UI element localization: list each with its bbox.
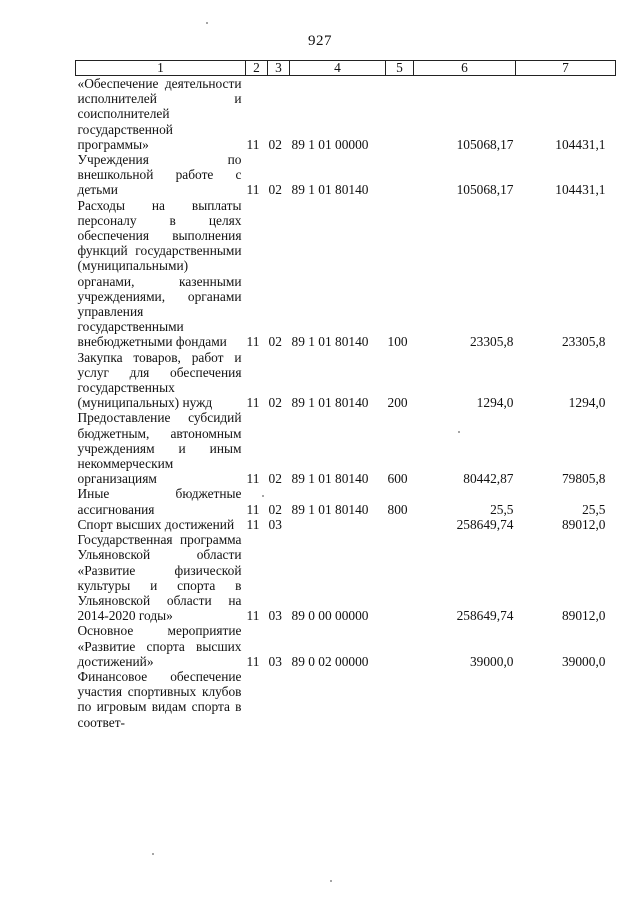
target-article-code: 89 1 01 80140 xyxy=(291,395,369,411)
scan-speck xyxy=(458,431,460,433)
section-code: 11 xyxy=(246,608,260,624)
table-row xyxy=(76,669,616,730)
amount-column-7: 79805,8 xyxy=(561,471,606,487)
subsection-code: 02 xyxy=(268,471,282,487)
expense-type-code xyxy=(386,152,414,198)
amount-column-7: 25,5 xyxy=(582,501,606,517)
subsection-code: 03 xyxy=(268,653,282,669)
section-code: 11 xyxy=(246,471,260,487)
target-article-code: 89 1 01 80140 xyxy=(291,334,369,350)
table-row xyxy=(76,350,616,411)
target-article-code: 89 1 01 80140 xyxy=(291,501,369,517)
subsection-code: 02 xyxy=(268,395,282,411)
target-article-code: 89 0 00 00000 xyxy=(291,608,369,624)
amount-column-6 xyxy=(414,669,516,730)
amount-column-7 xyxy=(516,669,616,730)
subsection-code: 03 xyxy=(268,516,282,532)
column-header: 3 xyxy=(268,61,290,76)
row-description: Спорт высших достижений xyxy=(77,516,235,532)
amount-column-6: 258649,74 xyxy=(456,516,514,532)
section-code: 11 xyxy=(246,501,260,517)
column-header: 2 xyxy=(246,61,268,76)
section-code: 11 xyxy=(246,136,260,152)
amount-column-6: 23305,8 xyxy=(469,334,514,350)
scan-speck xyxy=(262,495,264,497)
target-article-code xyxy=(290,517,386,532)
row-description: Закупка товаров, работ и услуг для обеспечения государственных (муниципальных) нужд xyxy=(77,349,242,411)
amount-column-7: 1294,0 xyxy=(568,395,606,411)
amount-column-6: 258649,74 xyxy=(456,608,514,624)
expense-type-code: 600 xyxy=(387,471,408,487)
column-header: 5 xyxy=(386,61,414,76)
subsection-code: 02 xyxy=(268,182,282,198)
target-article-code: 89 1 01 80140 xyxy=(291,471,369,487)
budget-table xyxy=(75,60,616,730)
section-code: 11 xyxy=(246,334,260,350)
table-row xyxy=(76,486,616,516)
expense-type-code: 100 xyxy=(387,334,408,350)
table-row xyxy=(76,623,616,669)
amount-column-6: 80442,87 xyxy=(463,471,514,487)
expense-type-code: 200 xyxy=(387,395,408,411)
subsection-code xyxy=(268,669,290,730)
table-row xyxy=(76,410,616,486)
table-row xyxy=(76,198,616,350)
amount-column-6: 1294,0 xyxy=(476,395,514,411)
section-code: 11 xyxy=(246,182,260,198)
expense-type-code xyxy=(386,517,414,532)
table-row xyxy=(76,152,616,198)
section-code: 11 xyxy=(246,516,260,532)
row-description: Иные бюджетные ассигнования xyxy=(77,486,242,517)
amount-column-6: 39000,0 xyxy=(469,653,514,669)
column-header: 4 xyxy=(290,61,386,76)
row-description: Предоставление субсидий бюджетным, автономным учреждениям и иным некоммерческим организациям xyxy=(77,410,242,487)
scan-speck xyxy=(206,22,208,24)
expense-type-code xyxy=(386,76,414,153)
row-description: Учреждения по внешкольной работе с детьми xyxy=(77,152,242,198)
subsection-code: 02 xyxy=(268,136,282,152)
amount-column-7: 89012,0 xyxy=(561,608,606,624)
row-description: «Обеспечение деятельности исполнителей и соисполнителей государственной программы» xyxy=(77,76,242,152)
amount-column-6: 105068,17 xyxy=(456,136,514,152)
expense-type-code xyxy=(386,532,414,623)
expense-type-code xyxy=(386,669,414,730)
section-code: 11 xyxy=(246,653,260,669)
subsection-code: 02 xyxy=(268,501,282,517)
page-number: 927 xyxy=(308,33,332,49)
amount-column-6: 25,5 xyxy=(490,501,514,517)
row-description: Основное мероприятие «Развитие спорта высших достижений» xyxy=(77,623,242,669)
section-code: 11 xyxy=(246,395,260,411)
table-row xyxy=(76,76,616,153)
target-article-code: 89 1 01 80140 xyxy=(291,182,369,198)
target-article-code: 89 1 01 00000 xyxy=(291,136,369,152)
subsection-code: 03 xyxy=(268,608,282,624)
row-description: Расходы на выплаты персоналу в целях обеспечения выполнения функций государственными (муниципальными) органами, казенными учреждениями, органами управления государственными внебюджетными фондами xyxy=(77,197,242,350)
target-article-code xyxy=(290,669,386,730)
target-article-code: 89 0 02 00000 xyxy=(291,653,369,669)
row-description: Государственная программа Ульяновской области «Развитие физической культуры и спорта в Ульяновской области на 2014-2020 годы» xyxy=(77,532,242,624)
table-header xyxy=(76,61,616,76)
amount-column-6: 105068,17 xyxy=(456,182,514,198)
scan-speck xyxy=(330,880,332,882)
column-header: 1 xyxy=(76,61,246,76)
expense-type-code xyxy=(386,623,414,669)
amount-column-7: 23305,8 xyxy=(561,334,606,350)
expense-type-code: 800 xyxy=(387,501,408,517)
section-code xyxy=(246,669,268,730)
table-row xyxy=(76,517,616,532)
subsection-code: 02 xyxy=(268,334,282,350)
amount-column-7: 104431,1 xyxy=(555,136,606,152)
column-header: 7 xyxy=(516,61,616,76)
row-description: Финансовое обеспечение участия спортивных клубов по игровым видам спорта в соответ- xyxy=(77,668,242,730)
amount-column-7: 104431,1 xyxy=(555,182,606,198)
amount-column-7: 39000,0 xyxy=(561,653,606,669)
scan-speck xyxy=(152,853,154,855)
column-header: 6 xyxy=(414,61,516,76)
amount-column-7: 89012,0 xyxy=(561,516,606,532)
table-row xyxy=(76,532,616,623)
